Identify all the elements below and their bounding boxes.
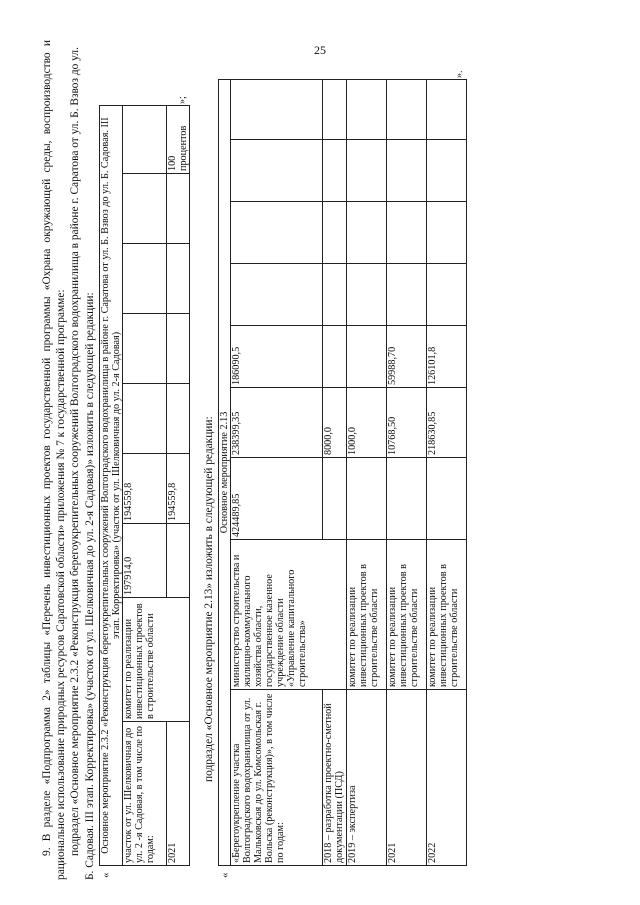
table2-2021-value2-cell: 59988,70 [387, 326, 427, 388]
intro-paragraph: 9. В разделе «Подпрограмма 2» таблицы «Перечень инвестиционных проектов государственной программы «Охрана окружающей среды, воспроизводство и рациональное использование природных ресурсов Саратовской области» приложения № 7 к государственной программе: [41, 40, 68, 880]
table1-percent-cell: 100 процентов [166, 106, 189, 174]
table-row [231, 79, 323, 865]
table1-executor-cell: комитет по реализации инвестиционных проектов в строительстве области [122, 598, 189, 722]
table2-value1-cell: 238399,35 [231, 388, 323, 458]
table1-block [99, 40, 190, 880]
subsection-paragraph: подраздел «Основное мероприятие 2.3.2 «Реконструкция берегоукрепительных сооружений Волгоградского водохранилища в районе г. Саратова от ул. Б. Взвоз до ул. Б. Садовая. III этап. Корректировка» (участок от ул. Шелковичная до ул. 2-я Садовая)» изложить в следующей редакции: [69, 47, 96, 880]
table2-year-2019-cell: 2019 – экспертиза [347, 690, 387, 866]
table2-executor-2021-cell: комитет по реализации инвестиционных проектов в строительстве области [387, 540, 427, 690]
table2-2021-value1-cell: 10768,50 [387, 388, 427, 458]
open-quote: « [99, 872, 112, 878]
table2-header: Основное мероприятие 2.13 [219, 79, 231, 865]
page-number: 25 [314, 43, 326, 57]
table-row [427, 79, 467, 865]
table2-block [218, 40, 467, 880]
table-row [387, 79, 427, 865]
table2-value2-cell: 186090,5 [231, 326, 323, 388]
table2-executor-cell: министерство строительства и жилищно-коммунального хозяйства области, государственное казенное учреждение области «Управление капитального строительства» [231, 540, 347, 690]
table2-psd-value-cell: 8000,0 [323, 388, 347, 458]
close-quote: ». [453, 70, 465, 78]
open-quote: « [219, 872, 232, 878]
close-quote: »; [176, 96, 188, 104]
table1-header: Основное мероприятие 2.3.2 «Реконструкция берегоукрепительных сооружений Волгоградского водохранилища в районе г. Саратова от ул. Б. Взвоз до ул. Б. Садовая. III этап. Корректировка» (участок от ул. Шелковичная до ул. 2-я Садовая) [99, 106, 122, 866]
table-row [323, 79, 347, 865]
table-row [347, 79, 387, 865]
table2-year-2021-cell: 2021 [387, 690, 427, 866]
table-row [166, 106, 189, 866]
table2-year-2018-cell: 2018 – разработка проектно-сметной документации (ПСД) [323, 690, 347, 866]
table-row [122, 106, 166, 866]
table2-2022-value2-cell: 126101,8 [427, 326, 467, 388]
table-2-3-2 [99, 105, 190, 866]
table1-total-cell: 197914,0 [122, 524, 166, 598]
table2-object-cell: «Берегоукрепление участка Волгоградского водохранилища от ул. Мальковская до ул. Комсомольская г. Вольска (реконструкция)», в том числе по годам: [231, 690, 323, 866]
table1-object-cell: участок от ул. Шелковичная до ул. 2 -я Садовая, в том числе по годам: [122, 722, 166, 866]
table2-year-2022-cell: 2022 [427, 690, 467, 866]
table1-year-value-cell: 194559,8 [166, 454, 189, 524]
rotated-page-content [40, 40, 600, 880]
table2-2022-value1-cell: 218630,85 [427, 388, 467, 458]
table-2-13 [218, 79, 467, 866]
table2-executor-2022-cell: комитет по реализации инвестиционных проектов в строительстве области [427, 540, 467, 690]
table2-total-cell: 424489,85 [231, 458, 323, 540]
table1-value-cell: 194559,8 [122, 454, 166, 524]
table2-executor-2019-cell: комитет по реализации инвестиционных проектов в строительстве области [347, 540, 387, 690]
subsection-2-13-paragraph: подраздел «Основное мероприятие 2.13» изложить в следующей редакции: [202, 416, 215, 782]
table1-year-cell: 2021 [166, 722, 189, 866]
table2-2019-value-cell: 1000,0 [347, 388, 387, 458]
